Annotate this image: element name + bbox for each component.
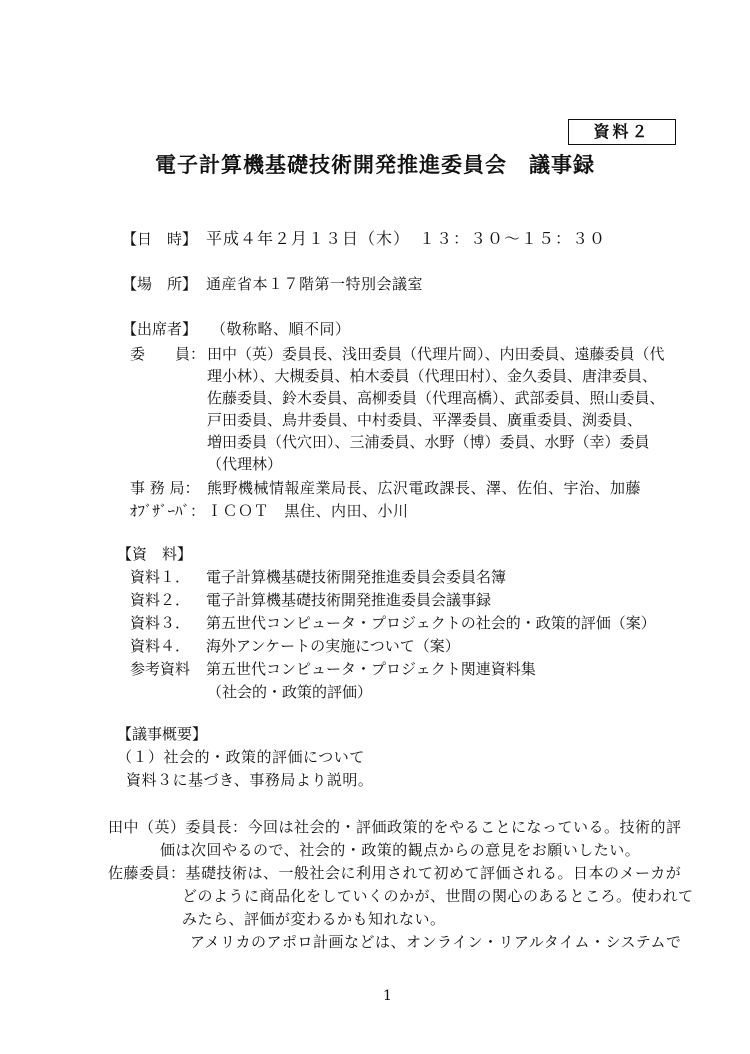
material-id: 資料３． (130, 614, 191, 632)
summary-label: 【議事概要】 (117, 725, 208, 743)
material-title: 海外アンケートの実施について（案） (206, 637, 460, 655)
date-label: 【日 時】 (122, 230, 198, 248)
place-value: 通産省本１７階第一特別会議室 (206, 275, 424, 293)
discussion-line: 価は次回やるので、社会的・政策的観点からの意見をお願いしたい。 (160, 841, 641, 859)
members-line: （代理林） (207, 455, 283, 473)
date-value: 平成４年２月１３日（木） １３：３０～１５：３０ (206, 229, 607, 248)
members-line: 増田委員（代穴田）、三浦委員、水野（博）委員、水野（幸）委員 (207, 433, 650, 451)
material-id: 参考資料 (130, 660, 191, 678)
observer-label: ｵﾌﾞｻﾞｰﾊﾞ： (130, 502, 206, 520)
observer-value: ＩＣＯＴ 黒住、内田、小川 (207, 502, 409, 520)
summary-item-heading: （１）社会的・政策的評価について (117, 748, 365, 766)
document-title: 電子計算機基礎技術開発推進委員会 議事録 (155, 152, 595, 177)
material-title: 第五世代コンピュータ・プロジェクトの社会的・政策的評価（案） (206, 614, 656, 632)
materials-label: 【資 料】 (117, 545, 193, 563)
material-title: 第五世代コンピュータ・プロジェクト関連資料集 (206, 660, 536, 678)
discussion-line: アメリカのアポロ計画などは、オンライン・リアルタイム・システムで (190, 933, 682, 951)
members-line: 佐藤委員、鈴木委員、高柳委員（代理高橋）、武部委員、照山委員、 (207, 389, 665, 407)
material-title: 電子計算機基礎技術開発推進委員会議事録 (206, 591, 492, 609)
material-id: 資料２． (130, 591, 191, 609)
document-number-badge: 資料２ (568, 119, 676, 145)
page-number: 1 (383, 988, 392, 1004)
attendees-note: （敬称略、順不同） (211, 320, 351, 338)
secretariat-label: 事 務 局： (130, 479, 200, 497)
discussion-line: どのように商品化をしていくのかが、世間の関心のあるところ。使われて (182, 887, 694, 905)
place-label: 【場 所】 (122, 275, 198, 293)
material-id: 資料１． (130, 568, 191, 586)
secretariat-value: 熊野機械情報産業局長、広沢電政課長、澤、佐伯、宇治、加藤 (207, 479, 642, 497)
discussion-line: 佐藤委員：基礎技術は、一般社会に利用されて初めて評価される。日本のメーカが (108, 864, 682, 882)
members-label: 委 員： (130, 345, 206, 363)
material-title: 電子計算機基礎技術開発推進委員会委員名簿 (206, 568, 507, 586)
discussion-line: 田中（英）委員長：今回は社会的・評価政策的をやることになっている。技術的評 (108, 818, 682, 836)
material-title-continuation: （社会的・政策的評価） (207, 683, 373, 701)
attendees-label: 【出席者】 (122, 320, 198, 338)
material-id: 資料４． (130, 637, 191, 655)
summary-item-text: 資料３に基づき、事務局より説明。 (126, 771, 374, 789)
discussion-line: みたら、評価が変わるかも知れない。 (182, 910, 446, 928)
members-line: 戸田委員、鳥井委員、中村委員、平澤委員、廣重委員、渕委員、 (207, 411, 643, 429)
members-line: 田中（英）委員長、浅田委員（代理片岡）、内田委員、遠藤委員（代 (207, 345, 665, 363)
members-line: 理小林）、大槻委員、柏木委員（代理田村）、金久委員、唐津委員、 (207, 367, 658, 385)
